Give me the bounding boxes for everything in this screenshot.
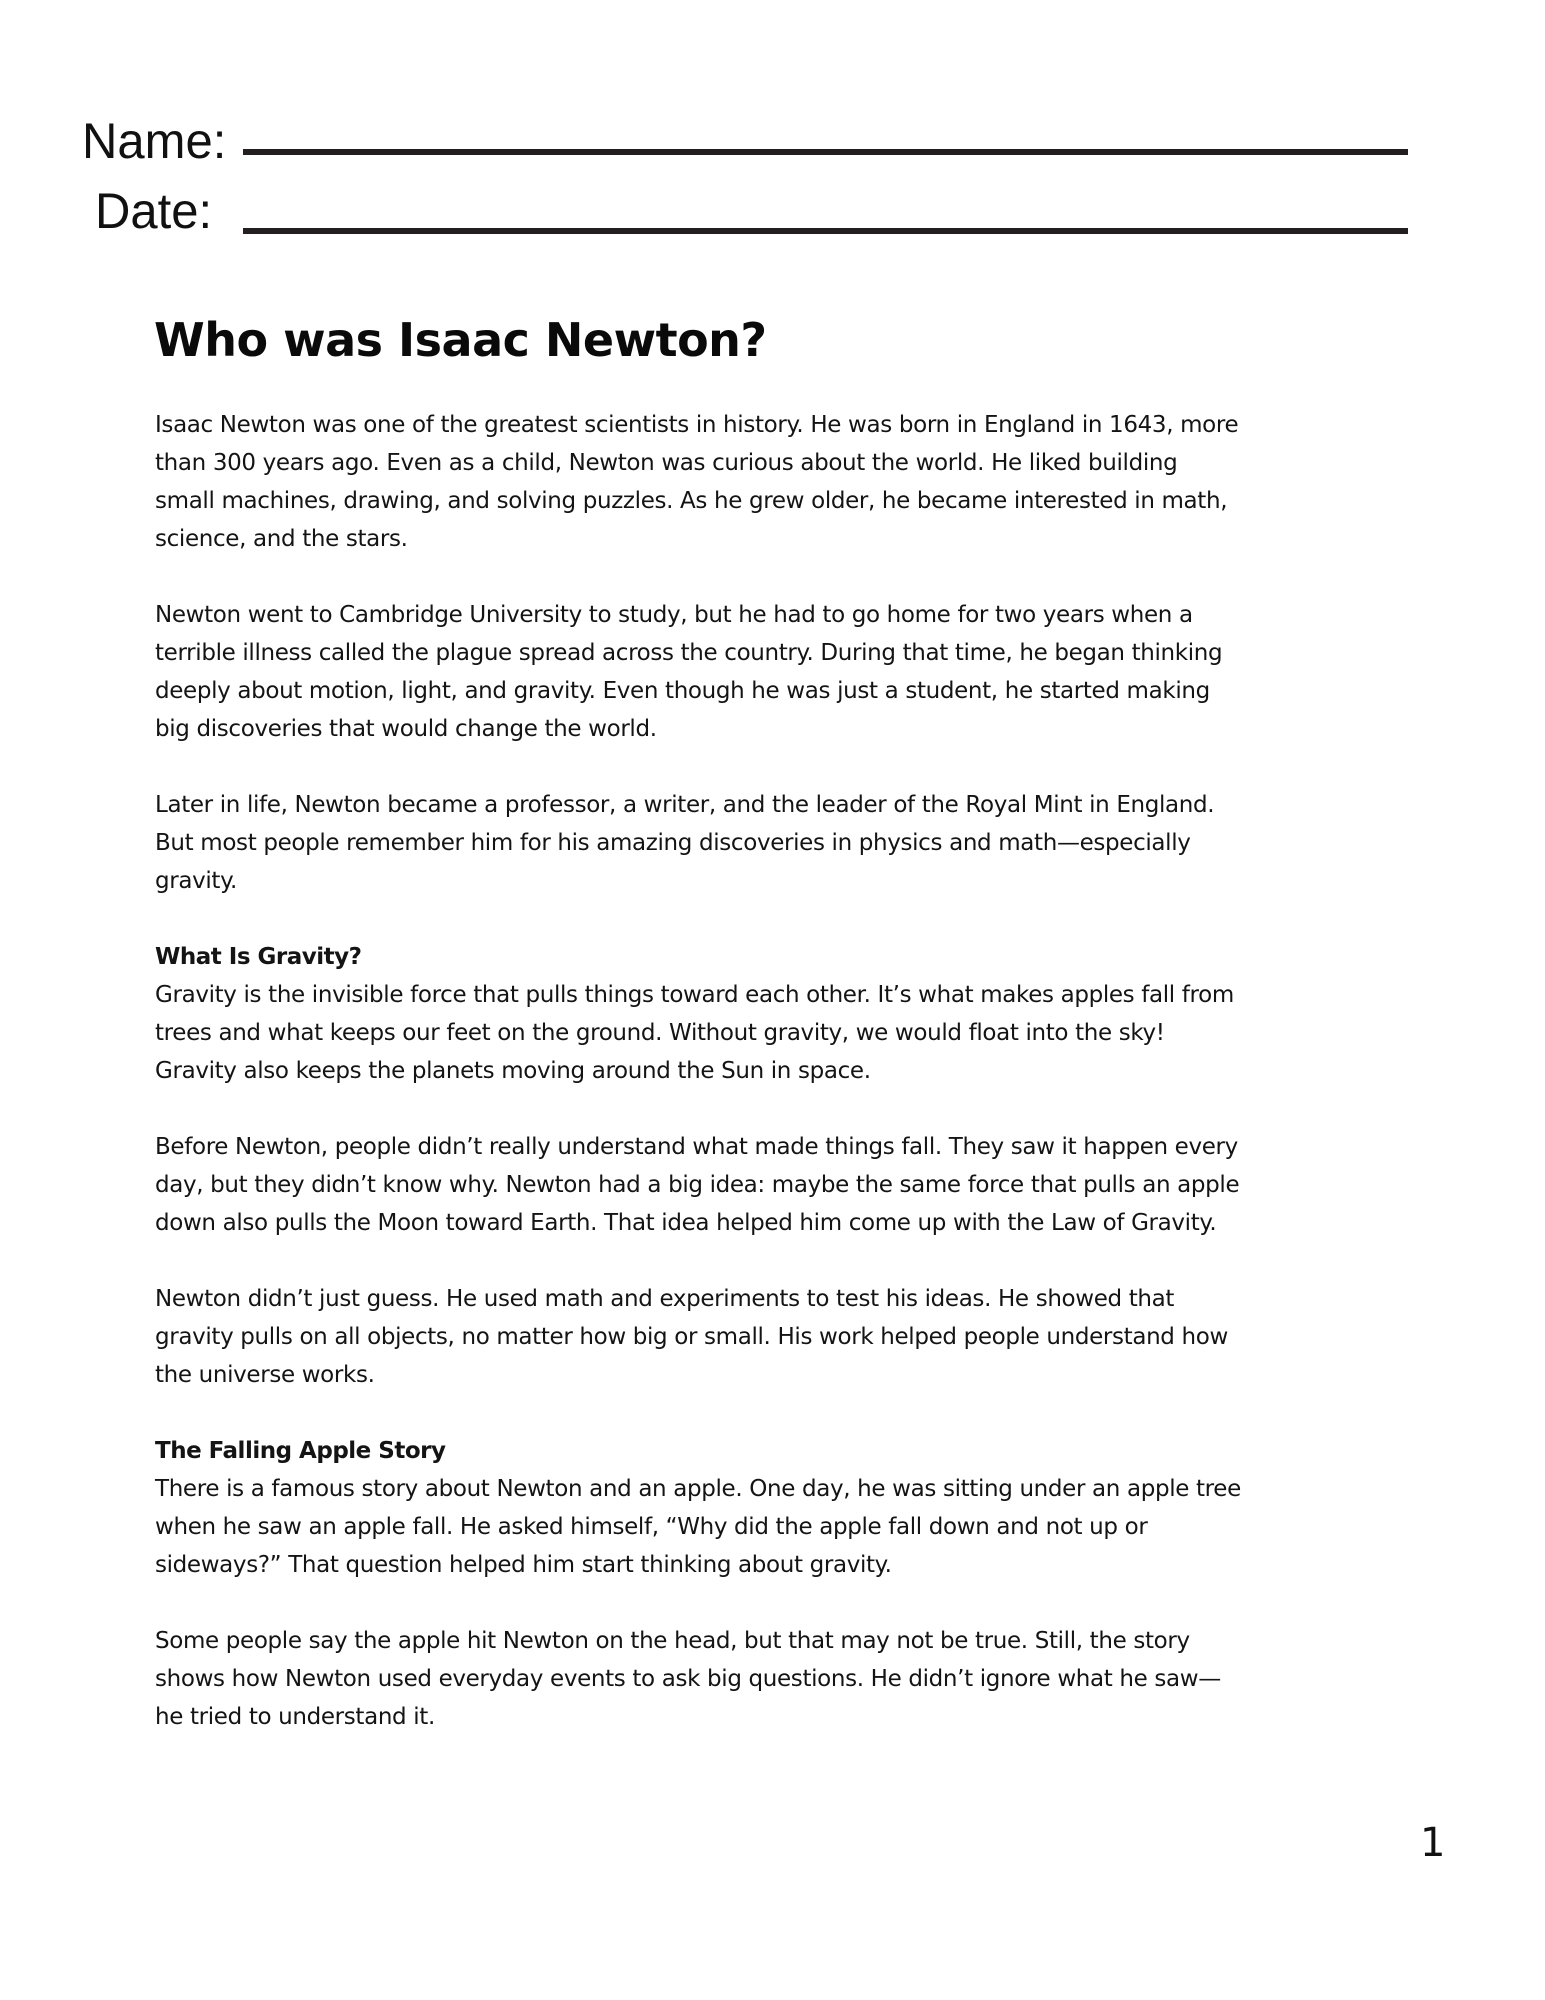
date-label: Date:	[95, 183, 213, 239]
text-line: small machines, drawing, and solving puzzles. As he grew older, he became interested in math,	[155, 488, 1228, 514]
paragraph-before-newton	[155, 1128, 1455, 1242]
name-label: Name:	[82, 113, 227, 169]
text-line: gravity pulls on all objects, no matter how big or small. His work helped people understand how	[155, 1324, 1228, 1350]
text-line: Newton went to Cambridge University to study, but he had to go home for two years when a	[155, 602, 1193, 628]
section-what-is-gravity	[155, 938, 1455, 1090]
text-line: There is a famous story about Newton and an apple. One day, he was sitting under an apple tree	[155, 1476, 1241, 1502]
text-line: than 300 years ago. Even as a child, Newton was curious about the world. He liked building	[155, 450, 1178, 476]
text-line: science, and the stars.	[155, 526, 408, 552]
section-heading: The Falling Apple Story	[155, 1438, 446, 1464]
page-number: 1	[1420, 1820, 1446, 1866]
text-line: when he saw an apple fall. He asked himself, “Why did the apple fall down and not up or	[155, 1514, 1148, 1540]
paragraph-cambridge	[155, 596, 1455, 748]
paragraph-experiments	[155, 1280, 1455, 1394]
text-line: Gravity also keeps the planets moving around the Sun in space.	[155, 1058, 871, 1084]
text-line: big discoveries that would change the world.	[155, 716, 657, 742]
text-line: deeply about motion, light, and gravity. Even though he was just a student, he started making	[155, 678, 1210, 704]
paragraph-apple-myth	[155, 1622, 1455, 1736]
text-line: shows how Newton used everyday events to ask big questions. He didn’t ignore what he saw—	[155, 1666, 1221, 1692]
text-line: Some people say the apple hit Newton on the head, but that may not be true. Still, the story	[155, 1628, 1190, 1654]
text-line: But most people remember him for his amazing discoveries in physics and math—especially	[155, 830, 1191, 856]
text-line: Later in life, Newton became a professor, a writer, and the leader of the Royal Mint in England.	[155, 792, 1215, 818]
article-body	[155, 406, 1455, 1774]
text-line: trees and what keeps our feet on the ground. Without gravity, we would float into the sky!	[155, 1020, 1165, 1046]
name-field-line[interactable]	[243, 149, 1408, 155]
section-heading: What Is Gravity?	[155, 944, 362, 970]
section-falling-apple	[155, 1432, 1455, 1584]
text-line: sideways?” That question helped him start thinking about gravity.	[155, 1552, 892, 1578]
text-line: Before Newton, people didn’t really understand what made things fall. They saw it happen every	[155, 1134, 1238, 1160]
page-title: Who was Isaac Newton?	[154, 313, 767, 367]
paragraph-intro	[155, 406, 1455, 558]
text-line: day, but they didn’t know why. Newton had a big idea: maybe the same force that pulls an apple	[155, 1172, 1240, 1198]
text-line: down also pulls the Moon toward Earth. That idea helped him come up with the Law of Gravity.	[155, 1210, 1217, 1236]
text-line: terrible illness called the plague spread across the country. During that time, he began thinking	[155, 640, 1223, 666]
text-line: gravity.	[155, 868, 238, 894]
text-line: Gravity is the invisible force that pulls things toward each other. It’s what makes apples fall from	[155, 982, 1234, 1008]
text-line: he tried to understand it.	[155, 1704, 435, 1730]
text-line: Isaac Newton was one of the greatest scientists in history. He was born in England in 1643, more	[155, 412, 1239, 438]
date-field-line[interactable]	[243, 228, 1408, 234]
text-line: the universe works.	[155, 1362, 375, 1388]
text-line: Newton didn’t just guess. He used math and experiments to test his ideas. He showed that	[155, 1286, 1175, 1312]
paragraph-later-life	[155, 786, 1455, 900]
